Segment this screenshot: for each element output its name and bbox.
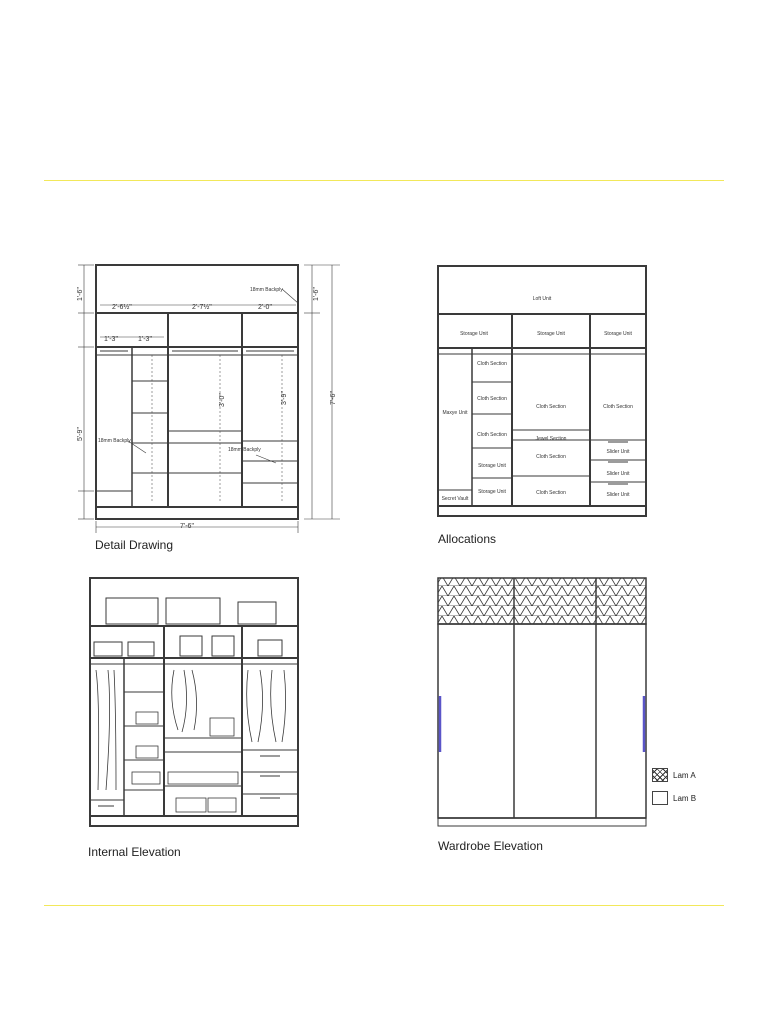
alloc-cloth-center-3: Cloth Section — [536, 490, 566, 496]
dim-shelf-1: 1'-3" — [104, 336, 118, 343]
alloc-cloth-right: Cloth Section — [603, 404, 633, 410]
note-backply-left: 18mm Backply — [98, 438, 131, 444]
dim-top-3: 2'-0" — [258, 304, 272, 311]
internal-elevation — [88, 576, 300, 830]
wardrobe-elevation — [436, 576, 648, 830]
alloc-slider-2: Slider Unit — [606, 471, 630, 477]
alloc-cloth-3: Cloth Section — [477, 432, 507, 438]
lam-b-label: Lam B — [673, 793, 697, 803]
alloc-cloth-center: Cloth Section — [536, 404, 566, 410]
alloc-storage-2: Storage Unit — [537, 331, 565, 337]
alloc-storage-5: Storage Unit — [478, 489, 506, 495]
alloc-cloth-1: Cloth Section — [477, 361, 507, 367]
dim-shelf-2: 1'-3" — [138, 336, 152, 343]
alloc-cloth-center-2: Cloth Section — [536, 454, 566, 460]
laminate-legend — [652, 766, 696, 812]
alloc-storage-3: Storage Unit — [604, 331, 632, 337]
bottom-divider-rule — [44, 905, 724, 906]
dim-loft-right: 1'-6" — [313, 287, 320, 301]
legend-lam-b — [652, 789, 696, 807]
caption-internal-elevation: Internal Elevation — [88, 845, 181, 859]
alloc-slider-3: Slider Unit — [606, 492, 630, 498]
dim-right-height: 3'-9" — [281, 391, 288, 405]
dim-left-side: 5'-9" — [77, 427, 84, 441]
alloc-long-left: Maxye Unit — [442, 410, 468, 416]
legend-lam-a — [652, 766, 696, 784]
alloc-jewel: Jewel Section — [535, 436, 567, 442]
alloc-storage-4: Storage Unit — [478, 463, 506, 469]
caption-detail-drawing: Detail Drawing — [95, 538, 174, 552]
note-backply-right: 18mm Backply — [228, 447, 261, 453]
caption-allocations: Allocations — [438, 532, 497, 546]
dim-loft-left: 1'-6" — [77, 287, 84, 301]
allocations-diagram — [436, 264, 648, 518]
lam-a-label: Lam A — [673, 770, 696, 780]
dim-top-2: 2'-7½" — [192, 304, 212, 311]
dim-top-1: 2'-6½" — [112, 304, 132, 311]
caption-wardrobe-elevation: Wardrobe Elevation — [438, 839, 543, 853]
dim-center-height: 3'-0" — [219, 393, 226, 407]
note-backply-top: 18mm Backply — [250, 287, 283, 293]
dim-overall-height: 7'-6" — [330, 391, 337, 405]
alloc-storage-1: Storage Unit — [460, 331, 488, 337]
alloc-loft: Loft Unit — [532, 296, 552, 302]
lam-b-swatch — [652, 791, 668, 805]
top-divider-rule — [44, 180, 724, 181]
alloc-slider-1: Slider Unit — [606, 449, 630, 455]
alloc-cloth-2: Cloth Section — [477, 396, 507, 402]
detail-drawing — [60, 245, 360, 545]
alloc-secret-vault: Secret Vault — [441, 496, 469, 502]
loft-shutter-lam-a — [438, 578, 646, 624]
lam-a-swatch — [652, 768, 668, 782]
dim-overall-width: 7'-6" — [180, 523, 194, 530]
